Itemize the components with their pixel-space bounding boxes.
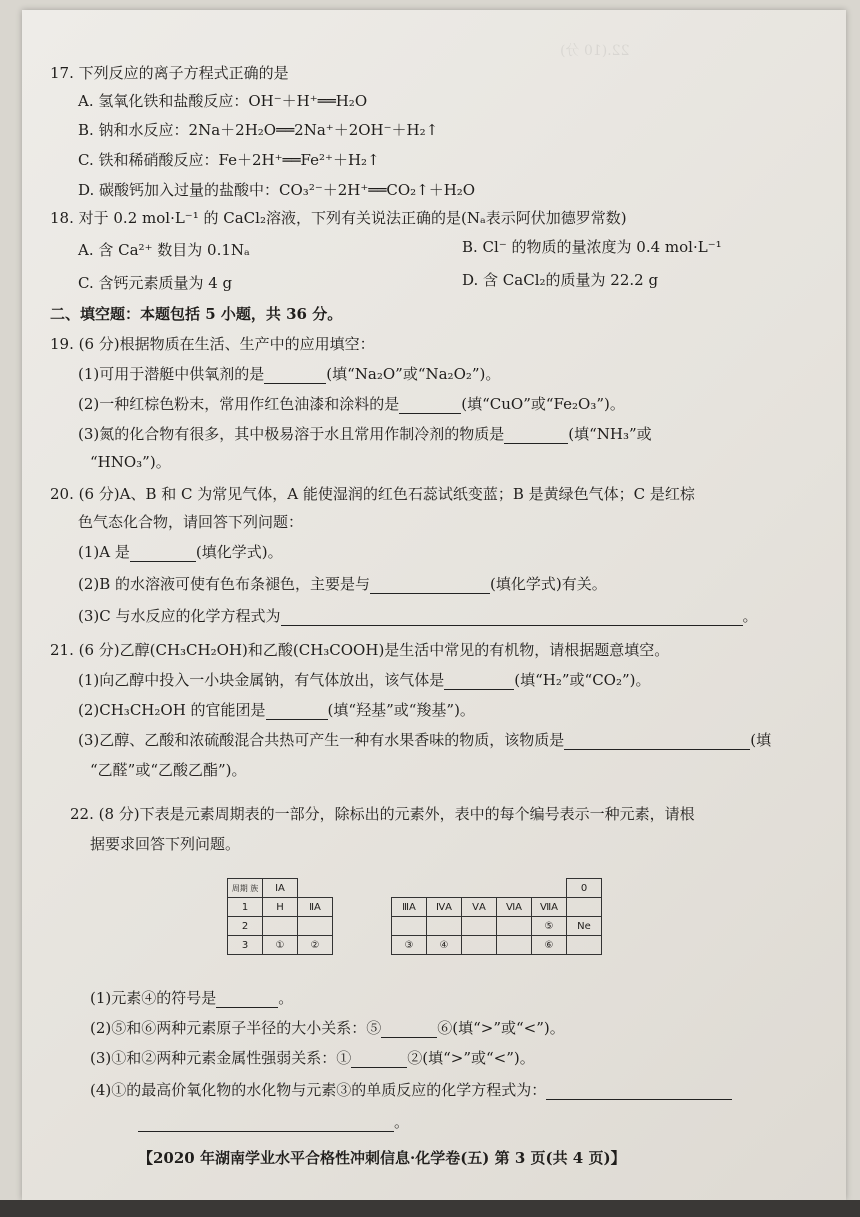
q19-part-3-cont: “HNO₃”)。	[90, 453, 171, 471]
q17-option-c: C. 铁和稀硝酸反应：Fe＋2H⁺══Fe²⁺＋H₂↑	[78, 151, 380, 169]
q20-blank-3[interactable]	[281, 609, 743, 626]
q17-option-a: A. 氢氧化铁和盐酸反应：OH⁻＋H⁺══H₂O	[78, 92, 368, 110]
q22-blank-2[interactable]	[381, 1021, 437, 1038]
q22-part-4-cont: 。	[138, 1112, 409, 1132]
section-2-heading: 二、填空题：本题包括 5 小题，共 36 分。	[50, 305, 343, 323]
element-1: ①	[263, 936, 298, 955]
q18-option-b: B. Cl⁻ 的物质的量浓度为 0.4 mol·L⁻¹	[462, 238, 722, 256]
q22-part-3: (3)①和②两种元素金属性强弱关系：① ②(填“>”或“<”)。	[90, 1049, 535, 1067]
q19-part-3: (3)氮的化合物有很多，其中极易溶于水且常用作制冷剂的物质是 (填“NH₃”或	[78, 425, 652, 443]
q21-blank-1[interactable]	[444, 673, 514, 690]
q22-blank-4b[interactable]	[138, 1115, 394, 1132]
element-3: ③	[392, 936, 427, 955]
period-1-label: 1	[228, 898, 263, 917]
q21-blank-3[interactable]	[564, 733, 750, 750]
group-via-header: ⅥA	[497, 898, 532, 917]
q20-stem-line-1: 20. (6 分)A、B 和 C 为常见气体，A 能使湿润的红色石蕊试纸变蓝；B 是黄绿色气体；C 是红棕	[50, 485, 695, 503]
element-5: ⑤	[532, 917, 567, 936]
q21-part-1: (1)向乙醇中投入一小块金属钠，有气体放出，该气体是 (填“H₂”或“CO₂”)。	[78, 671, 651, 689]
q20-blank-2[interactable]	[370, 577, 490, 594]
q20-part-2: (2)B 的水溶液可使有色布条褪色，主要是与 (填化学式)有关。	[78, 575, 607, 593]
element-4: ④	[427, 936, 462, 955]
element-h: H	[263, 898, 298, 917]
table-corner-header: 周期 族	[228, 879, 263, 898]
q21-part-2: (2)CH₃CH₂OH 的官能团是 (填“羟基”或“羧基”)。	[78, 701, 475, 719]
q19-part-2: (2)一种红棕色粉末，常用作红色油漆和涂料的是 (填“CuO”或“Fe₂O₃”)。	[78, 395, 625, 413]
group-0-header: 0	[567, 879, 602, 898]
q22-stem-line-2: 据要求回答下列问题。	[90, 835, 241, 853]
q19-blank-2[interactable]	[399, 397, 461, 414]
q19-blank-3[interactable]	[504, 427, 568, 444]
q18-option-c: C. 含钙元素质量为 4 g	[78, 274, 233, 292]
element-2: ②	[298, 936, 333, 955]
q18-option-d: D. 含 CaCl₂的质量为 22.2 g	[462, 271, 659, 289]
q20-part-1: (1)A 是 (填化学式)。	[78, 543, 283, 561]
q21-stem: 21. (6 分)乙醇(CH₃CH₂OH)和乙酸(CH₃COOH)是生活中常见的有机物，请根据题意填空。	[50, 641, 670, 659]
period-2-label: 2	[228, 917, 263, 936]
group-iva-header: ⅣA	[427, 898, 462, 917]
q21-blank-2[interactable]	[266, 703, 328, 720]
group-va-header: ⅤA	[462, 898, 497, 917]
q20-blank-1[interactable]	[130, 545, 196, 562]
q21-part-3: (3)乙醇、乙酸和浓硫酸混合共热可产生一种有水果香味的物质，该物质是 (填	[78, 731, 772, 749]
q22-blank-4a[interactable]	[546, 1083, 732, 1100]
page-footer: 【2020 年湖南学业水平合格性冲刺信息·化学卷(五) 第 3 页(共 4 页)】	[138, 1149, 626, 1167]
q17-option-b: B. 钠和水反应：2Na＋2H₂O══2Na⁺＋2OH⁻＋H₂↑	[78, 121, 439, 139]
q19-blank-1[interactable]	[264, 367, 326, 384]
q19-stem: 19. (6 分)根据物质在生活、生产中的应用填空：	[50, 335, 375, 353]
element-6: ⑥	[532, 936, 567, 955]
group-ia-header: ⅠA	[263, 879, 298, 898]
q17-stem: 17. 下列反应的离子方程式正确的是	[50, 64, 289, 82]
period-3-label: 3	[228, 936, 263, 955]
periodic-table-fragment	[227, 878, 602, 955]
q17-option-d: D. 碳酸钙加入过量的盐酸中：CO₃²⁻＋2H⁺══CO₂↑＋H₂O	[78, 181, 476, 199]
q22-part-2: (2)⑤和⑥两种元素原子半径的大小关系：⑤ ⑥(填“>”或“<”)。	[90, 1019, 565, 1037]
q22-stem-line-1: 22. (8 分)下表是元素周期表的一部分，除标出的元素外，表中的每个编号表示一种元素，请根	[70, 805, 695, 823]
q19-part-1: (1)可用于潜艇中供氧剂的是 (填“Na₂O”或“Na₂O₂”)。	[78, 365, 501, 383]
q18-option-a: A. 含 Ca²⁺ 数目为 0.1Nₐ	[78, 241, 250, 259]
group-iia-header: ⅡA	[298, 898, 333, 917]
q20-stem-line-2: 色气态化合物，请回答下列问题：	[78, 513, 304, 531]
group-iiia-header: ⅢA	[392, 898, 427, 917]
group-viia-header: ⅦA	[532, 898, 567, 917]
q22-part-1: (1)元素④的符号是 。	[90, 989, 294, 1007]
q22-blank-1[interactable]	[216, 991, 278, 1008]
page-bottom-edge	[0, 1200, 860, 1217]
q18-stem: 18. 对于 0.2 mol·L⁻¹ 的 CaCl₂溶液，下列有关说法正确的是(Nₐ表示阿伏加德罗常数)	[50, 209, 627, 227]
q21-part-3-cont: “乙醛”或“乙酸乙酯”)。	[90, 761, 247, 779]
q20-part-3: (3)C 与水反应的化学方程式为 。	[78, 607, 758, 625]
q22-blank-3[interactable]	[351, 1051, 407, 1068]
element-ne: Ne	[567, 917, 602, 936]
q22-part-4: (4)①的最高价氧化物的水化物与元素③的单质反应的化学方程式为：	[90, 1080, 732, 1100]
